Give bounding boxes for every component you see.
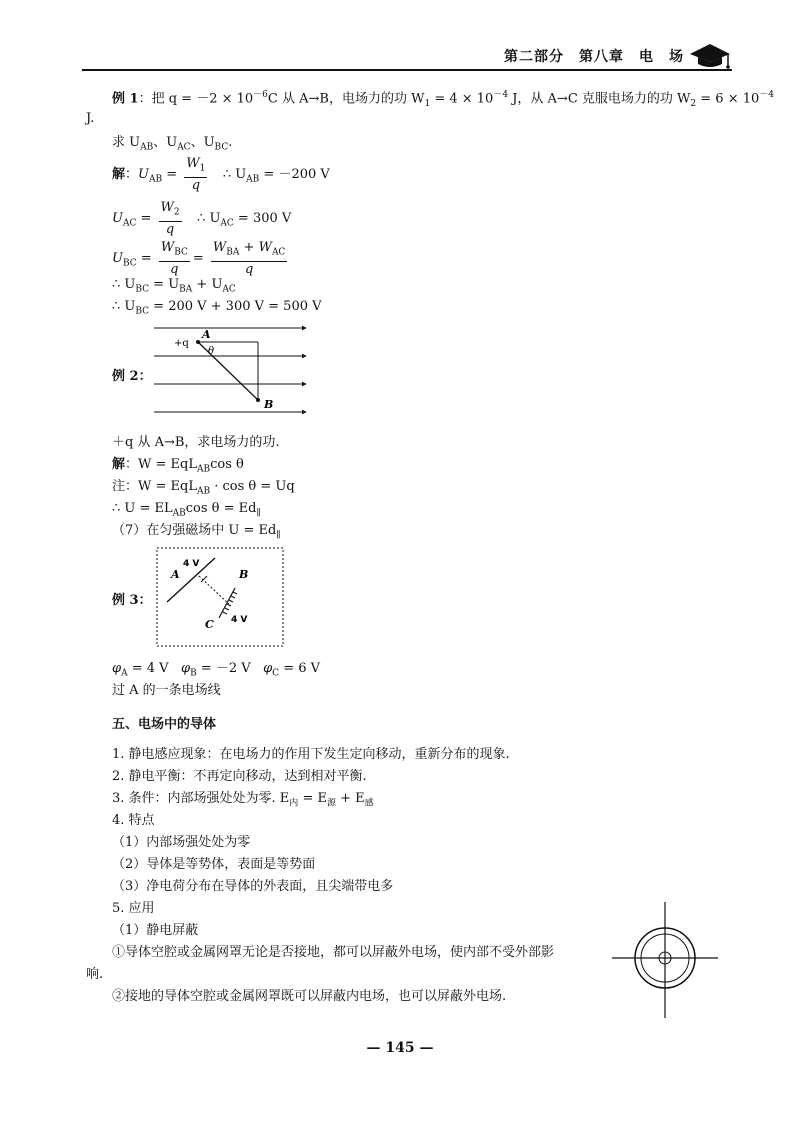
point-b-label: B bbox=[264, 398, 274, 411]
example1-solution-line3: $U_{BC}$ = $\frac{W_{BC}}{q}$ = $\frac{W_{BA} + W_{AC}}{q}$ bbox=[112, 240, 286, 277]
l4-text: ∴ U bbox=[112, 277, 136, 292]
example2-therefore bbox=[112, 500, 261, 523]
l4-sub2: BA bbox=[179, 284, 193, 295]
phi-c-val: = 6 V bbox=[279, 661, 321, 676]
s5-p4-2: （2）导体是等势体，表面是等势面 bbox=[112, 857, 316, 872]
l4-mid2: + U bbox=[192, 277, 223, 292]
example2-statement: ＋q 从 A→B，求电场力的功. bbox=[112, 435, 280, 450]
ask-sub1: AB bbox=[140, 142, 154, 153]
item7-sub: ∥ bbox=[276, 530, 281, 541]
l2-result-val: = 300 V bbox=[233, 210, 292, 226]
l2-result-sub: AC bbox=[220, 218, 234, 229]
point-a-label: A bbox=[202, 328, 211, 341]
l1-result: ∴ U bbox=[222, 166, 247, 182]
voltage-label-b: 4 V bbox=[231, 615, 248, 625]
p3-sub2: 源 bbox=[326, 798, 336, 809]
path-ab bbox=[198, 342, 258, 400]
fraction-w1-q: $\frac{W_1}{q}$ bbox=[186, 156, 206, 193]
p3-sub1: 内 bbox=[289, 798, 299, 809]
fraction-wba-wac-q: $\frac{W_{BA} + W_{AC}}{q}$ bbox=[212, 240, 286, 277]
example1-ask bbox=[112, 134, 232, 157]
point-a-dot bbox=[196, 340, 200, 344]
ex1-exp3: －4 bbox=[759, 90, 775, 100]
phi-c: φ bbox=[263, 661, 273, 676]
ex1-sub1: 1 bbox=[424, 98, 431, 109]
l4-sub1: BC bbox=[135, 284, 150, 295]
point-b-label: B bbox=[239, 568, 249, 581]
point-b-dot bbox=[256, 398, 260, 402]
header-rule bbox=[82, 69, 732, 71]
s5-p4-1: （1）内部场强处处为零 bbox=[112, 835, 251, 850]
p3-text: 3. 条件：内部场强处处为零. E bbox=[112, 791, 290, 806]
charge-label: +q bbox=[174, 338, 189, 349]
l5-val: = 200 V + 300 V = 500 V bbox=[149, 299, 322, 314]
theta-label: θ bbox=[208, 346, 215, 357]
phi-a-sub: A bbox=[121, 668, 128, 679]
graduation-cap-icon bbox=[688, 40, 732, 70]
phi-b: φ bbox=[180, 661, 191, 676]
example1-statement bbox=[112, 86, 774, 113]
ask-sep1: 、U bbox=[153, 135, 178, 150]
s5-p1: 1. 静电感应现象：在电场力的作用下发生定向移动，重新分布的现象. bbox=[112, 747, 510, 762]
colon: ： bbox=[125, 166, 139, 182]
point-c-label: C bbox=[205, 618, 214, 631]
p3-mid: = E bbox=[298, 791, 327, 806]
s5-p5-1a: ①导体空腔或金属网罩无论是否接地，都可以屏蔽外电场，使内部不受外部影 bbox=[112, 945, 555, 960]
page-number: — 145 — bbox=[366, 1040, 434, 1056]
ask-sub3: BC bbox=[214, 142, 229, 153]
l5-text: ∴ U bbox=[112, 299, 136, 314]
phi-b-sub: B bbox=[190, 668, 197, 679]
ask-text: 求 U bbox=[112, 135, 141, 150]
therefore-end: cos θ = Ed bbox=[185, 501, 257, 516]
therefore-text: ∴ U = EL bbox=[112, 501, 173, 516]
phi-c-sub: C bbox=[272, 668, 280, 679]
p3-mid2: + E bbox=[335, 791, 365, 806]
chapter-title: 第二部分 第八章 电 场 bbox=[504, 49, 684, 65]
example2-label: 例 2： bbox=[112, 369, 152, 384]
registration-mark-icon bbox=[610, 900, 720, 1020]
sol-text: ：W = EqL bbox=[125, 457, 197, 472]
item7-text: （7）在匀强磁场中 U = Ed bbox=[112, 523, 277, 538]
ex1-text-c: = 4 × 10 bbox=[430, 91, 494, 107]
ask-sub2: AC bbox=[177, 142, 191, 153]
ask-end: . bbox=[228, 135, 233, 150]
note-text: ：W = EqL bbox=[125, 479, 197, 494]
ask-sep2: 、U bbox=[190, 135, 215, 150]
s5-p5-1: （1）静电屏蔽 bbox=[112, 923, 199, 938]
s5-p5-1b: ②接地的导体空腔或金属网罩既可以屏蔽内电场，也可以屏蔽外电场. bbox=[112, 989, 507, 1004]
uniform-field-diagram bbox=[150, 322, 310, 418]
point-a-label: A bbox=[171, 568, 180, 581]
ex1-text-a: ：把 q = －2 × 10 bbox=[138, 91, 254, 107]
p3-sub3: 感 bbox=[364, 798, 374, 809]
solution-label: 解 bbox=[112, 166, 126, 182]
section5-heading: 五、电场中的导体 bbox=[112, 717, 217, 732]
voltage-label-a: 4 V bbox=[183, 559, 200, 569]
l5-sub: BC bbox=[135, 306, 150, 317]
phi-a-val: = 4 V bbox=[127, 661, 169, 676]
ex1-text-e: = 6 × 10 bbox=[696, 91, 760, 107]
equipotential-diagram bbox=[155, 546, 285, 648]
l2-result: ∴ U bbox=[197, 210, 221, 226]
example1-solution-line5 bbox=[112, 298, 322, 321]
item-7 bbox=[112, 522, 281, 545]
example1-solution-line4 bbox=[112, 276, 236, 299]
phi-b-val: = －2 V bbox=[196, 661, 251, 676]
page-header bbox=[82, 40, 732, 70]
example2-solution bbox=[112, 456, 244, 479]
therefore-sub: AB bbox=[172, 508, 186, 519]
note-label: 注 bbox=[112, 479, 126, 494]
ex1-exp1: －6 bbox=[253, 90, 268, 100]
s5-p4-3: （3）净电荷分布在导体的外表面，且尖端带电多 bbox=[112, 879, 394, 894]
sol-sub: AB bbox=[196, 464, 211, 475]
example2-note bbox=[112, 478, 295, 501]
s5-p3 bbox=[112, 790, 374, 813]
note-end: · cos θ = Uq bbox=[210, 479, 295, 494]
ex1-text-d: J，从 A→C 克服电场力的功 W bbox=[508, 91, 691, 107]
example1-label: 例 1 bbox=[112, 91, 139, 107]
ex1-exp2: －4 bbox=[493, 90, 509, 100]
l1-result-val: = －200 V bbox=[259, 166, 330, 182]
l4-sub3: AC bbox=[222, 284, 236, 295]
field-line-through-a: 过 A 的一条电场线 bbox=[112, 683, 221, 698]
example1-solution-line2: $U_{AC}$ = $\frac{W_2}{q}$ ∴ $U_{AC} = 300$ V bbox=[112, 200, 292, 237]
example3-label: 例 3： bbox=[112, 593, 152, 608]
note-sub: AB bbox=[196, 486, 211, 497]
s5-p5-1a-wrap: 响. bbox=[86, 967, 104, 982]
l1-result-sub: AB bbox=[246, 174, 260, 185]
s5-p2: 2. 静电平衡：不再定向移动，达到相对平衡. bbox=[112, 769, 367, 784]
fraction-w2-q: $\frac{W_2}{q}$ bbox=[160, 200, 180, 237]
sol-end: cos θ bbox=[210, 457, 244, 472]
example1-unit-wrap: J. bbox=[86, 111, 95, 126]
ex1-text-b: C 从 A→B，电场力的功 W bbox=[267, 91, 425, 107]
phi-a: φ bbox=[112, 661, 122, 676]
l4-mid: = U bbox=[149, 277, 180, 292]
fraction-wbc-q: $\frac{W_{BC}}{q}$ bbox=[160, 240, 188, 277]
dashed-frame bbox=[157, 548, 283, 646]
therefore-sub2: ∥ bbox=[256, 508, 261, 519]
s5-p5: 5. 应用 bbox=[112, 901, 155, 916]
potentials-line bbox=[112, 660, 320, 683]
solution-label-2: 解 bbox=[112, 457, 126, 472]
example1-solution-line1: 解：$U_{AB}$ = $\frac{W_1}{q}$ ∴ $U_{AB} = -200$ V bbox=[112, 156, 330, 193]
ex1-sub2: 2 bbox=[690, 98, 697, 109]
s5-p4: 4. 特点 bbox=[112, 813, 155, 828]
